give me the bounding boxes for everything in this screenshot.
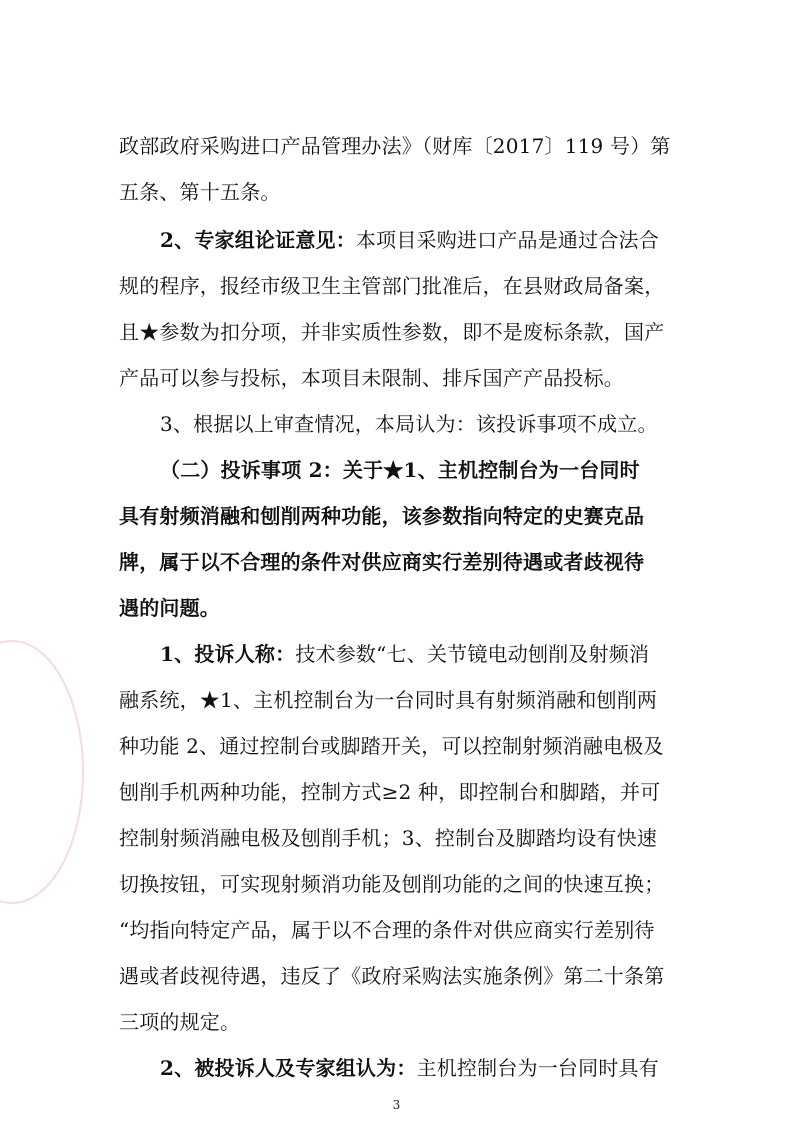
seal-stamp-remnant [0,640,84,904]
text-line: 控制射频消融电极及刨削手机；3、控制台及脚踏均设有快速 [119,826,658,850]
text-line: 融系统，★1、主机控制台为一台同时具有射频消融和刨削两 [119,688,658,712]
text-line: 三项的规定。 [119,1010,241,1034]
text-line: 产品可以参与投标，本项目未限制、排斥国产产品投标。 [119,366,624,390]
section-heading: 遇的问题。 [119,596,220,620]
section-heading: 具有射频消融和刨削两种功能，该参数指向特定的史赛克品 [119,504,645,528]
text-line: 遇或者歧视待遇，违反了《政府采购法实施条例》第二十条第 [119,964,665,988]
section-heading: 牌，属于以不合理的条件对供应商实行差别待遇或者歧视待 [119,550,645,574]
text-line: 3、根据以上审查情况，本局认为：该投诉事项不成立。 [160,412,658,436]
text-line: 种功能 2、通过控制台或脚踏开关，可以控制射频消融电极及 [119,734,664,758]
text-line: 政部政府采购进口产品管理办法》（财库〔2017〕119 号）第 [119,134,671,158]
page-number: 3 [392,1098,401,1112]
text-line: 2、专家组论证意见：本项目采购进口产品是通过合法合 [160,228,659,252]
text-line: 2、被投诉人及专家组认为：主机控制台为一台同时具有 [160,1056,659,1080]
text-line: 刨削手机两种功能，控制方式≥2 种，即控制台和脚踏，并可 [119,780,661,804]
text-line: 规的程序，报经市级卫生主管部门批准后，在县财政局备案， [119,274,665,298]
section-heading: （二）投诉事项 2：关于★1、主机控制台为一台同时 [160,458,640,482]
text-line: 切换按钮，可实现射频消功能及刨削功能的之间的快速互换； [119,872,665,896]
text-line: 五条、第十五条。 [119,180,281,204]
text-line: “均指向特定产品，属于以不合理的条件对供应商实行差别待 [119,918,655,942]
text-line: 1、投诉人称：技术参数“七、关节镜电动刨削及射频消 [160,642,650,666]
text-line: 且★参数为扣分项，并非实质性参数，即不是废标条款，国产 [119,320,665,344]
